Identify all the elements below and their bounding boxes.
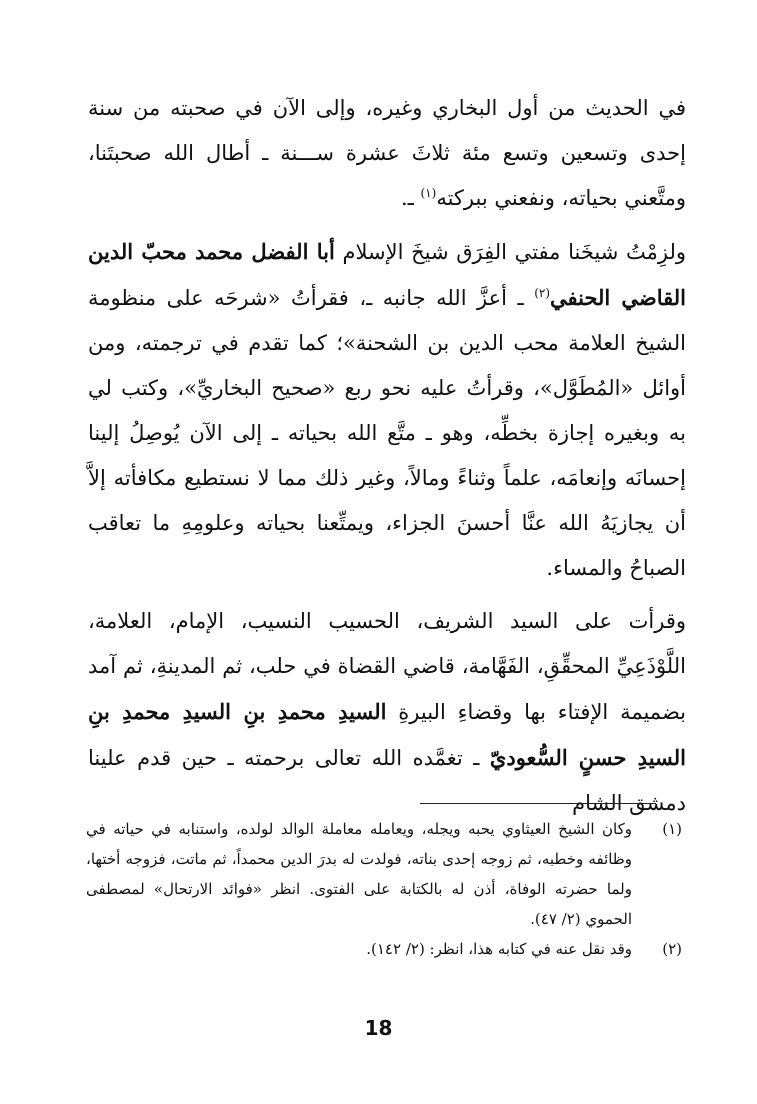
footnote-1-number: (١): [662, 820, 682, 838]
paragraph-3-text-end: ـ تغمَّده الله تعالى برحمته ـ حين قدم علينا دمشق الشام: [88, 746, 686, 815]
footnote-2: [86, 934, 688, 964]
paragraph-1-text: في الحديث من أول البخاري وغيره، وإلى الآن في صحبته من سنة إحدى وتسعين وتسع مئة ثلاثَ عشرة ســـنة ـ أطال الله صحبتَنا، ومتَّعني بحياته، ونفعني ببركته: [88, 96, 686, 210]
paragraph-2-bold-name: أبا الفضل محمد محبّ الدين القاضي الحنفي: [88, 239, 687, 310]
footnote-2-number: (٢): [662, 940, 682, 958]
paragraph-2: [88, 229, 686, 591]
paragraph-3: [88, 599, 686, 826]
footnote-1-text: وكان الشيخ العيثاوي يحبه ويجله، ويعامله معاملة الوالد لولده، واستنابه في حياته في وظائفه وخطبه، ثم زوجه إحدى بناته، فولدت له بدرَ الدين محمداً، ثم ماتت، فزوجه أختها، ولما حضرته الوفاة، أذن له بالكتابة على الفتوى. انظر «فوائد الارتحال» لمصطفى الحموي (٢/ ٤٧).: [86, 820, 632, 928]
page-number: 18: [364, 1016, 393, 1040]
footnote-ref-2: (٢): [534, 286, 551, 300]
paragraph-1: [88, 86, 686, 221]
footnotes: [86, 814, 688, 964]
paragraph-1-end: ـ.: [400, 186, 421, 210]
paragraph-2-text-start: ولزِمْتُ شيخَنا مفتي الفِرَق شيخَ الإسلام: [334, 240, 686, 264]
footnote-ref-1: (١): [420, 186, 437, 200]
footnote-1: [86, 814, 688, 934]
footnote-2-text: وقد نقل عنه في كتابه هذا، انظر: (٢/ ١٤٢).: [366, 940, 632, 958]
paragraph-2-text-end: ـ أعزَّ الله جانبه ـ، فقرأتُ «شرحَه على منظومة الشيخ العلامة محب الدين بن الشحنة»؛ كما تقدم في ترجمته، ومن أوائل «المُطَوَّل»، وقرأتُ عليه نحو ربع «صحيح البخاريِّ»، وكتب لي به وبغيره إجازة بخطِّه، وهو ـ متَّع الله بحياته ـ إلى الآن يُوصِلُ إلينا إحسانَه وإنعامَه، علماً وثناءً ومالاً، وغير ذلك مما لا نستطيع مكافأته إلاَّ أن يجازيَهُ الله عنَّا أحسنَ الجزاء، ويمتِّعنا بحياته وعلومِهِ ما تعاقب الصباحُ والمساء.: [88, 286, 686, 580]
main-text: [88, 86, 686, 826]
paragraph-3-text-start: وقرأت على السيد الشريف، الحسيب النسيب، الإمام، العلامة، اللَّوْذَعِيِّ المحقِّقِ، الفَهَّامة، قاضي القضاة في حلب، ثم المدينةِ، ثم آمد بضميمة الإفتاء بها وقضاءِ البيرةِ: [88, 609, 686, 724]
paragraph-3-bold-name: السيدِ محمدِ بنِ السيدِ محمدِ بنِ السيدِ حسنٍ السُّعوديّ: [88, 699, 686, 770]
footnote-separator: [420, 803, 656, 804]
